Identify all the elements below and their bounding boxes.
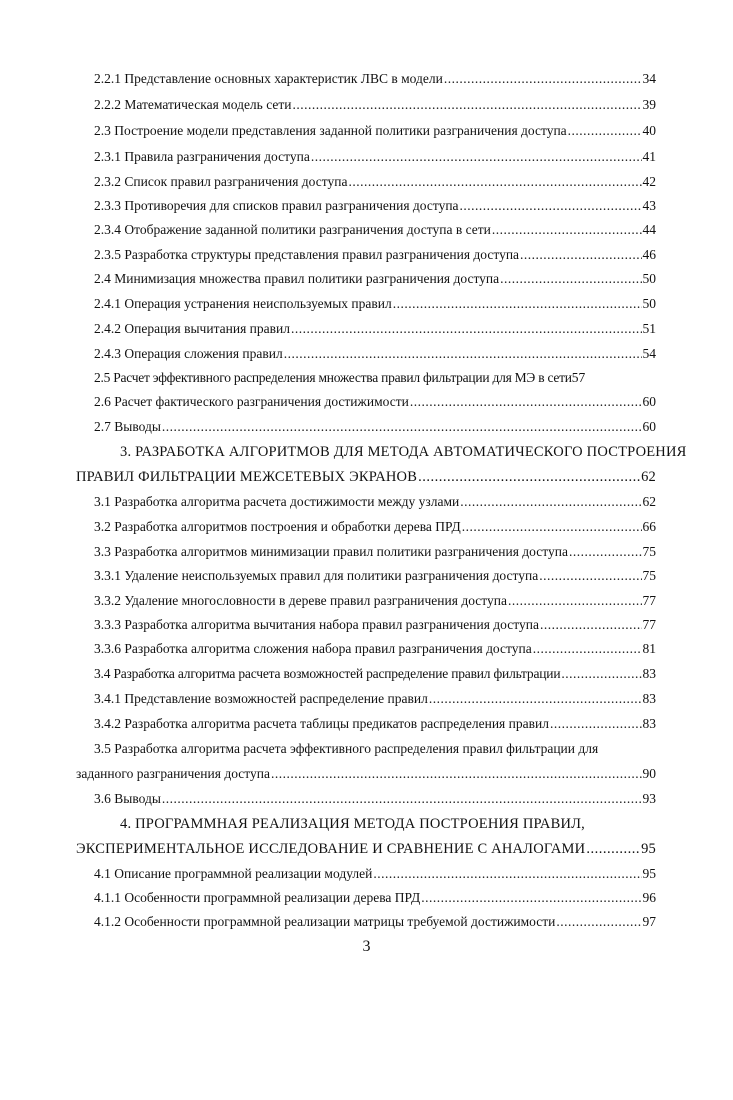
toc-leader-dots bbox=[540, 616, 642, 634]
toc-leader-dots bbox=[586, 840, 640, 858]
toc-entry-page: 93 bbox=[642, 791, 656, 806]
toc-entry-page: 77 bbox=[642, 617, 656, 632]
toc-leader-dots bbox=[568, 122, 642, 140]
toc-entry-title: 2.2.1 Представление основных характеристик ЛВС в модели bbox=[94, 71, 443, 86]
toc-leader-dots bbox=[393, 295, 642, 313]
toc-entry-page: 40 bbox=[642, 123, 656, 138]
toc-entry-page: 95 bbox=[641, 841, 656, 857]
toc-entry-title: 3.6 Выводы bbox=[94, 791, 161, 806]
toc-leader-dots bbox=[460, 493, 641, 511]
toc-entry bbox=[94, 418, 656, 436]
toc-entry-page: 83 bbox=[642, 716, 656, 731]
toc-leader-dots bbox=[508, 592, 642, 610]
toc-leader-dots bbox=[284, 345, 642, 363]
toc-entry-page: 60 bbox=[642, 394, 656, 409]
toc-entry bbox=[94, 889, 656, 907]
toc-entry-title: 4.1.1 Особенности программной реализации дерева ПРД bbox=[94, 890, 421, 905]
toc-entry bbox=[94, 270, 656, 288]
toc-entry-title: ПРАВИЛ ФИЛЬТРАЦИИ МЕЖСЕТЕВЫХ ЭКРАНОВ bbox=[76, 469, 418, 485]
toc-entry-title: 4.1.2 Особенности программной реализации матрицы требуемой достижимости bbox=[94, 914, 556, 929]
toc-entry-title: 2.4.1 Операция устранения неиспользуемых правил bbox=[94, 296, 392, 311]
toc-entry bbox=[94, 221, 656, 239]
toc-entry bbox=[94, 592, 656, 610]
toc-leader-dots bbox=[418, 468, 640, 486]
toc-entry bbox=[94, 715, 656, 733]
toc-entry-page: 43 bbox=[642, 198, 656, 213]
toc-entry-title: 3.3.1 Удаление неиспользуемых правил для политики разграничения доступа bbox=[94, 568, 539, 583]
toc-entry-title: 3.4.1 Представление возможностей распределение правил bbox=[94, 691, 428, 706]
toc-entry-title: 2.3.4 Отображение заданной политики разграничения доступа в сети bbox=[94, 222, 491, 237]
toc-entry-title: заданного разграничения доступа bbox=[76, 766, 270, 781]
toc-entry bbox=[94, 96, 656, 114]
toc-entry-title: 2.4 Минимизация множества правил политики разграничения доступа bbox=[94, 271, 500, 286]
toc-leader-dots bbox=[291, 320, 642, 338]
toc-entry-title: 2.3.3 Противоречия для списков правил разграничения доступа bbox=[94, 198, 459, 213]
toc-entry bbox=[94, 393, 656, 411]
toc-entry-title: 2.3.5 Разработка структуры представления правил разграничения доступа bbox=[94, 247, 520, 262]
toc-leader-dots bbox=[162, 790, 642, 808]
toc-leader-dots bbox=[429, 690, 642, 708]
toc-entry-page: 95 bbox=[642, 866, 656, 881]
toc-entry-page: 34 bbox=[642, 71, 656, 86]
toc-entry bbox=[94, 493, 656, 511]
toc-entry-page: 90 bbox=[642, 766, 656, 781]
toc-entry-title: 4.1 Описание программной реализации модулей bbox=[94, 866, 373, 881]
toc-entry-page: 44 bbox=[642, 222, 656, 237]
toc-leader-dots bbox=[550, 715, 642, 733]
toc-entry-title: 3.2 Разработка алгоритмов построения и обработки дерева ПРД bbox=[94, 519, 461, 534]
toc-entry-title: 3.1 Разработка алгоритма расчета достижимости между узлами bbox=[94, 494, 460, 509]
toc-entry-page: 60 bbox=[642, 419, 656, 434]
toc-leader-dots bbox=[533, 640, 642, 658]
toc-entry-page: 54 bbox=[642, 346, 656, 361]
toc-entry-title: ЭКСПЕРИМЕНТАЛЬНОЕ ИССЛЕДОВАНИЕ И СРАВНЕНИЕ С АНАЛОГАМИ bbox=[76, 841, 586, 857]
toc-leader-dots bbox=[520, 246, 641, 264]
toc-entry-page: 62 bbox=[641, 469, 656, 485]
toc-entry bbox=[94, 640, 656, 658]
toc-entry-page: 66 bbox=[642, 519, 656, 534]
toc-entry-page: 62 bbox=[642, 494, 656, 509]
toc-entry-page: 96 bbox=[642, 890, 656, 905]
toc-entry-title: 3.4.2 Разработка алгоритма расчета таблицы предикатов распределения правил bbox=[94, 716, 549, 731]
toc-leader-dots bbox=[500, 270, 641, 288]
toc-leader-dots bbox=[460, 197, 642, 215]
toc-leader-dots bbox=[348, 173, 641, 191]
toc-leader-dots bbox=[561, 665, 641, 683]
toc-entry-title: 3.3.6 Разработка алгоритма сложения набора правил разграничения доступа bbox=[94, 641, 532, 656]
toc-entry bbox=[94, 690, 656, 708]
toc-entry-page: 77 bbox=[642, 593, 656, 608]
toc-entry bbox=[94, 197, 656, 215]
toc-entry-title-line: 3.5 Разработка алгоритма расчета эффективного распределения правил фильтрации для bbox=[94, 741, 599, 756]
toc-entry-page: 41 bbox=[642, 149, 656, 164]
toc-entry-page: 83 bbox=[642, 666, 656, 681]
toc-entry bbox=[94, 173, 656, 191]
toc-leader-dots bbox=[311, 148, 642, 166]
toc-entry bbox=[94, 122, 656, 140]
toc-entry bbox=[94, 246, 656, 264]
toc-entry-title: 2.4.3 Операция сложения правил bbox=[94, 346, 283, 361]
toc-entry bbox=[94, 345, 656, 363]
toc-leader-dots bbox=[539, 567, 641, 585]
toc-chapter-heading: 4. ПРОГРАММНАЯ РЕАЛИЗАЦИЯ МЕТОДА ПОСТРОЕНИЯ ПРАВИЛ, bbox=[120, 816, 586, 832]
toc-entry-title: 2.7 Выводы bbox=[94, 419, 161, 434]
toc-leader-dots bbox=[492, 221, 642, 239]
toc-entry bbox=[94, 148, 656, 166]
toc-entry-page: 57 bbox=[571, 370, 586, 385]
toc-leader-dots bbox=[556, 913, 641, 931]
toc-entry-page: 75 bbox=[642, 568, 656, 583]
toc-entry-title: 2.3.1 Правила разграничения доступа bbox=[94, 149, 310, 164]
toc-entry-title: 2.5 Расчет эффективного распределения множества правил фильтрации для МЭ в сети bbox=[94, 370, 572, 385]
toc-entry-page: 50 bbox=[642, 271, 656, 286]
toc-leader-dots bbox=[162, 418, 642, 436]
toc-entry bbox=[94, 790, 656, 808]
toc-entry bbox=[94, 567, 656, 585]
toc-entry-title: 3.3 Разработка алгоритмов минимизации правил политики разграничения доступа bbox=[94, 544, 568, 559]
toc-leader-dots bbox=[421, 889, 641, 907]
toc-entry-title: 3.3.3 Разработка алгоритма вычитания набора правил разграничения доступа bbox=[94, 617, 539, 632]
toc-entry bbox=[94, 70, 656, 88]
toc-entry bbox=[94, 320, 656, 338]
toc-entry-title: 2.4.2 Операция вычитания правил bbox=[94, 321, 290, 336]
toc-leader-dots bbox=[271, 765, 642, 783]
toc-leader-dots bbox=[444, 70, 642, 88]
toc-chapter-heading: 3. РАЗРАБОТКА АЛГОРИТМОВ ДЛЯ МЕТОДА АВТОМАТИЧЕСКОГО ПОСТРОЕНИЯ bbox=[120, 444, 687, 460]
toc-entry-page: 81 bbox=[642, 641, 656, 656]
toc-entry bbox=[94, 665, 656, 683]
toc-entry-page: 50 bbox=[642, 296, 656, 311]
toc-entry-title: 2.6 Расчет фактического разграничения достижимости bbox=[94, 394, 409, 409]
toc-entry bbox=[94, 913, 656, 931]
toc-leader-dots bbox=[292, 96, 641, 114]
toc-entry-page: 51 bbox=[642, 321, 656, 336]
toc-entry-title: 3.3.2 Удаление многословности в дереве правил разграничения доступа bbox=[94, 593, 507, 608]
toc-entry-page: 39 bbox=[642, 97, 656, 112]
toc-leader-dots bbox=[569, 543, 642, 561]
toc-entry-page: 97 bbox=[642, 914, 656, 929]
toc-entry bbox=[76, 840, 656, 858]
toc-entry-page: 46 bbox=[642, 247, 656, 262]
toc-entry-title: 3.4 Разработка алгоритма расчета возможностей распределение правил фильтрации bbox=[94, 666, 561, 681]
toc-entry bbox=[94, 543, 656, 561]
toc-leader-dots bbox=[462, 518, 642, 536]
toc-entry bbox=[94, 518, 656, 536]
toc-entry-title: 2.3.2 Список правил разграничения доступа bbox=[94, 174, 348, 189]
toc-entry-title: 2.2.2 Математическая модель сети bbox=[94, 97, 292, 112]
toc-leader-dots bbox=[410, 393, 642, 411]
page-number: 3 bbox=[362, 938, 371, 955]
toc-entry-page: 75 bbox=[642, 544, 656, 559]
toc-entry-title: 2.3 Построение модели представления заданной политики разграничения доступа bbox=[94, 123, 567, 138]
toc-entry bbox=[94, 616, 656, 634]
toc-entry bbox=[94, 865, 656, 883]
toc-entry bbox=[76, 468, 656, 486]
toc-entry bbox=[94, 369, 656, 387]
toc-entry-page: 83 bbox=[642, 691, 656, 706]
toc-entry bbox=[76, 765, 656, 783]
toc-entry bbox=[94, 295, 656, 313]
toc-entry-page: 42 bbox=[642, 174, 656, 189]
toc-leader-dots bbox=[373, 865, 641, 883]
